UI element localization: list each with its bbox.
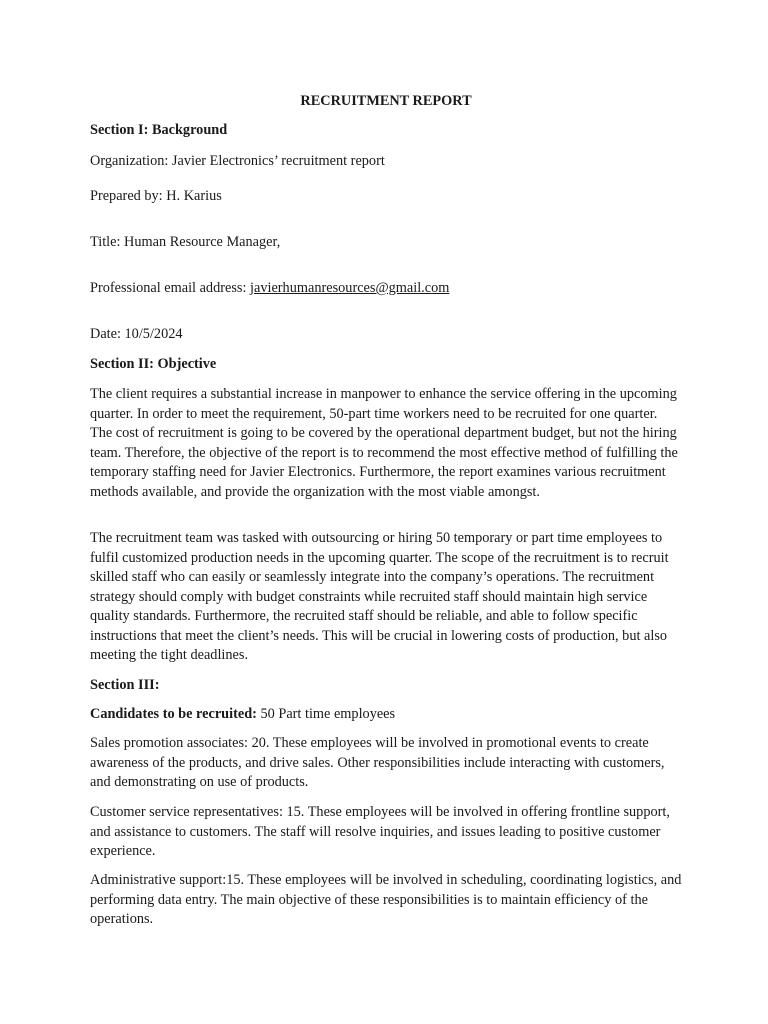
customer-service-paragraph: Customer service representatives: 15. These employees will be involved in offering frontline support, and assistance to customers. The staff will resolve inquiries, and issues leading to positive customer experience. bbox=[90, 804, 670, 859]
job-title-line: Title: Human Resource Manager, bbox=[90, 234, 281, 250]
candidates-line bbox=[90, 705, 682, 725]
administrative-support-paragraph: Administrative support:15. These employees will be involved in scheduling, coordinating logistics, and performing data entry. The main objective of these responsibilities is to maintain efficiency of the operations. bbox=[90, 872, 682, 927]
objective-paragraph-2: The recruitment team was tasked with outsourcing or hiring 50 temporary or part time employees to fulfil customized production needs in the upcoming quarter. The scope of the recruitment is to recruit skilled staff who can easily or seamlessly integrate into the company’s operations. The recruitment strategy should comply with budget constraints while recruited staff should maintain high service quality standards. Furthermore, the recruited staff should be reliable, and able to follow specific instructions that meet the client’s needs. This will be crucial in lowering costs of production, but also meeting the tight deadlines. bbox=[90, 530, 669, 663]
organization-line: Organization: Javier Electronics’ recruitment report bbox=[90, 153, 385, 169]
email-line bbox=[90, 279, 682, 299]
date-line: Date: 10/5/2024 bbox=[90, 326, 183, 342]
email-label: Professional email address: bbox=[90, 280, 251, 296]
prepared-by-line: Prepared by: H. Karius bbox=[90, 188, 222, 204]
candidates-label: Candidates to be recruited: bbox=[90, 706, 257, 722]
candidates-value: 50 Part time employees bbox=[256, 706, 396, 722]
sales-promotion-paragraph: Sales promotion associates: 20. These employees will be involved in promotional events to create awareness of the products, and drive sales. Other responsibilities include interacting with customers, and demonstrating on use of products. bbox=[90, 735, 665, 790]
report-title: RECRUITMENT REPORT bbox=[300, 93, 472, 109]
section-1-heading: Section I: Background bbox=[90, 122, 228, 138]
email-link[interactable]: javierhumanresources@gmail.com bbox=[250, 280, 450, 296]
section-2-heading: Section II: Objective bbox=[90, 356, 217, 372]
objective-paragraph-1: The client requires a substantial increase in manpower to enhance the service offering in the upcoming quarter. In order to meet the requirement, 50-part time workers need to be recruited for one quarter. The cost of recruitment is going to be covered by the operational department budget, but not the hiring team. Therefore, the objective of the report is to recommend the most effective method of fulfilling the temporary staffing need for Javier Electronics. Furthermore, the report examines various recruitment methods available, and provide the organization with the most viable amongst. bbox=[90, 386, 678, 500]
section-3-heading: Section III: bbox=[90, 677, 160, 693]
